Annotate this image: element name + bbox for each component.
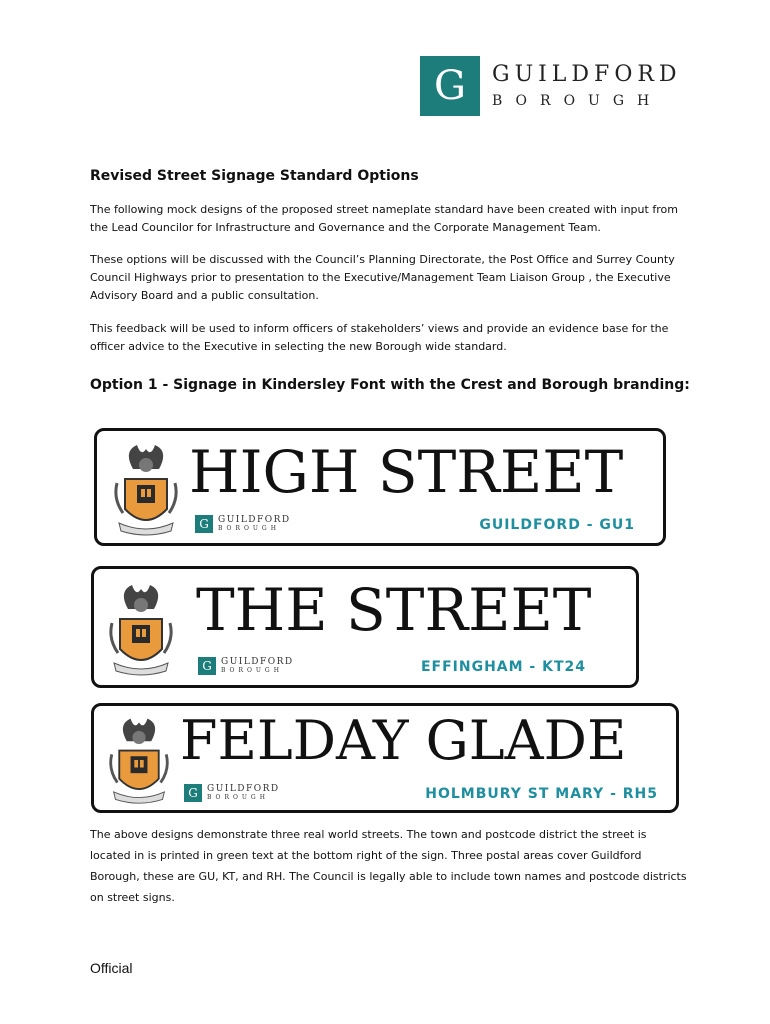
option-heading: Option 1 - Signage in Kindersley Font with the Crest and Borough branding: <box>90 377 690 393</box>
sign-locality: GUILDFORD - GU1 <box>479 517 635 533</box>
borough-crest-icon <box>108 579 174 679</box>
guildford-borough-logo <box>420 56 682 116</box>
sign-logo-line2: BOROUGH <box>221 667 283 674</box>
sign-locality: EFFINGHAM - KT24 <box>420 659 586 675</box>
street-name: FELDAY GLADE <box>180 709 627 772</box>
logo-line1: GUILDFORD <box>492 62 682 87</box>
sign-logo-line1: GUILDFORD <box>218 515 291 525</box>
sign-logo-line2: BOROUGH <box>218 525 280 532</box>
logo-mark: G <box>420 56 480 116</box>
closing-paragraph: The above designs demonstrate three real world streets. The town and postcode district the street is located in is printed in green text at the bottom right of the sign. Three postal areas cover Guildford Borough, these are GU, KT, and RH. The Council is legally able to include town names and postcode districts on street signs. <box>90 828 687 904</box>
sign-logo-line1: GUILDFORD <box>221 657 294 667</box>
sign-borough-logo <box>184 784 280 802</box>
intro-paragraph: The following mock designs of the proposed street nameplate standard have been created with input from the Lead Councilor for Infrastructure and Governance and the Corporate Management Team. <box>90 203 678 234</box>
classification-label: Official <box>90 960 133 976</box>
sign-logo-line1: GUILDFORD <box>207 784 280 794</box>
sign-borough-logo <box>198 657 294 675</box>
street-name: THE STREET <box>196 576 592 644</box>
sign-locality: HOLMBURY ST MARY - RH5 <box>425 786 658 802</box>
sign-logo-mark: G <box>198 657 216 675</box>
feedback-paragraph: This feedback will be used to inform officers of stakeholders’ views and provide an evidence base for the officer advice to the Executive in selecting the new Borough wide standard. <box>90 322 669 353</box>
document-title: Revised Street Signage Standard Options <box>90 168 419 184</box>
street-sign-felday-glade <box>91 703 679 813</box>
sign-logo-mark: G <box>195 515 213 533</box>
logo-line2: BOROUGH <box>492 93 663 109</box>
sign-logo-line2: BOROUGH <box>207 794 269 801</box>
sign-borough-logo <box>195 515 291 533</box>
borough-crest-icon <box>113 439 179 539</box>
street-sign-high-street <box>94 428 666 546</box>
borough-crest-icon <box>108 712 170 808</box>
consultation-paragraph: These options will be discussed with the Council’s Planning Directorate, the Post Office and Surrey County Council Highways prior to presentation to the Executive/Management Team Liaison Group , the Executive Advisory Board and a public consultation. <box>90 253 675 302</box>
sign-logo-mark: G <box>184 784 202 802</box>
logo-wordmark <box>492 62 682 110</box>
street-sign-the-street <box>91 566 639 688</box>
street-name: HIGH STREET <box>189 438 624 506</box>
